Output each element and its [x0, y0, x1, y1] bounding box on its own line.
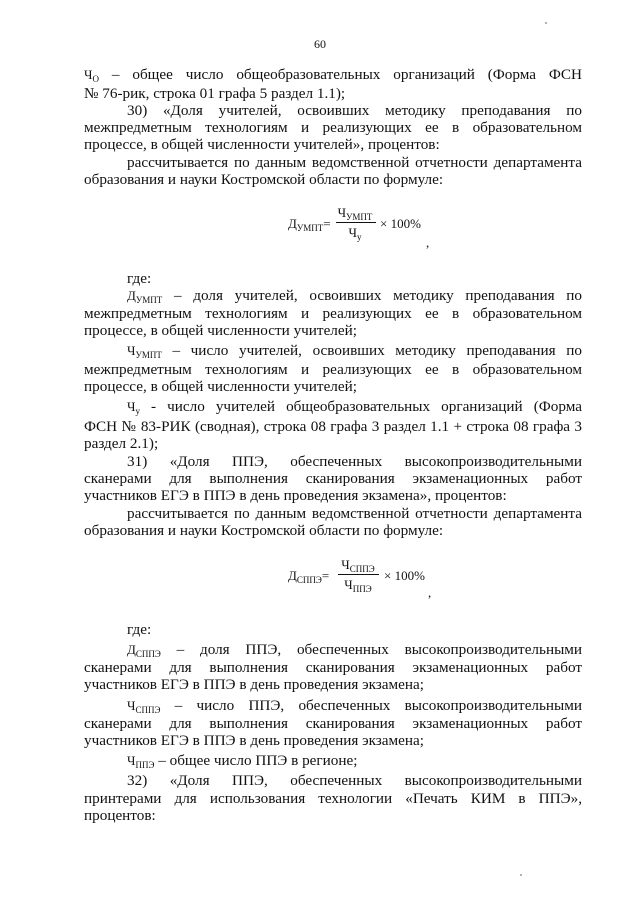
- symbol: Д: [127, 642, 136, 657]
- formula-trailing-comma: ,: [426, 235, 430, 250]
- symbol-subscript: О: [92, 74, 99, 84]
- formula-subscript: СППЭ: [349, 564, 375, 574]
- symbol-subscript: ППЭ: [135, 760, 155, 770]
- formula-multiplier: × 100%: [380, 216, 421, 231]
- line-text: - число учителей общеобразовательных организаций (Форма: [151, 398, 582, 415]
- formula-symbol: Ч: [348, 225, 357, 240]
- page-number: 60: [314, 37, 326, 51]
- symbol: Ч: [84, 67, 93, 82]
- text-line: межпредметным технологиям и реализующих ее в образовательном: [84, 119, 582, 136]
- text-line: сканерами для выполнения сканирования экзаменационных работ: [84, 715, 582, 732]
- text-line: процессе, в общей численности учителей;: [84, 378, 357, 395]
- text-line: участников ЕГЭ в ППЭ в день проведения экзамена;: [84, 732, 424, 749]
- text-line: межпредметным технологиям и реализующих ее в образовательном: [84, 361, 582, 378]
- formula-subscript: СППЭ: [296, 575, 322, 585]
- symbol-subscript: УМПТ: [135, 350, 162, 360]
- formula-denominator: [334, 226, 376, 244]
- text-line: раздел 2.1);: [84, 435, 159, 452]
- text-line: участников ЕГЭ в ППЭ в день проведения экзамена;: [84, 676, 424, 693]
- text-line: 30) «Доля учителей, освоивших методику преподавания по: [127, 102, 582, 119]
- line-text: – общее число ППЭ в регионе;: [158, 752, 358, 769]
- definition-line: [127, 752, 582, 774]
- text-line: процентов:: [84, 807, 156, 824]
- formula-subscript: у: [356, 232, 362, 242]
- symbol-subscript: у: [135, 406, 140, 416]
- line-text: – доля учителей, освоивших методику преподавания по: [173, 287, 583, 304]
- text-line: сканерами для выполнения сканирования экзаменационных работ: [84, 470, 582, 487]
- formula-subscript: ППЭ: [352, 584, 372, 594]
- formula-denominator: [336, 578, 380, 596]
- line-text: – общее число общеобразовательных организаций (Форма ФСН: [111, 66, 582, 83]
- text-line: образования и науки Костромской области по формуле:: [84, 171, 444, 188]
- symbol-subscript: УМПТ: [135, 295, 163, 305]
- scan-speck: [520, 874, 522, 876]
- text-line: процессе, в общей численности учителей;: [84, 322, 357, 339]
- formula-multiplier: × 100%: [384, 568, 425, 583]
- symbol: Ч: [127, 399, 136, 414]
- line-text: – число учителей, освоивших методику преподавания по: [172, 342, 582, 359]
- definition-line: [127, 398, 582, 420]
- formula-symbol: Ч: [344, 577, 353, 592]
- formula-symbol: Ч: [337, 205, 347, 220]
- text-line: № 76-рик, строка 01 графа 5 раздел 1.1);: [84, 85, 346, 102]
- fraction-bar: [336, 222, 376, 223]
- text-line: рассчитывается по данным ведомственной отчетности департамента: [127, 154, 582, 171]
- text-line: 32) «Доля ППЭ, обеспеченных высокопроизводительными: [127, 772, 582, 789]
- text-line: сканерами для выполнения сканирования экзаменационных работ: [84, 659, 582, 676]
- formula-lhs: [288, 569, 329, 587]
- formula-symbol: Д: [288, 568, 297, 583]
- text-line: образования и науки Костромской области по формуле:: [84, 522, 444, 539]
- symbol: Ч: [127, 753, 136, 768]
- text-line: где:: [127, 270, 152, 287]
- text-line: участников ЕГЭ в ППЭ в день проведения экзамена», процентов:: [84, 487, 507, 504]
- text-line: 31) «Доля ППЭ, обеспеченных высокопроизводительными: [127, 453, 582, 470]
- text-line: где:: [127, 621, 152, 638]
- line-text: – доля ППЭ, обеспеченных высокопроизводительными: [176, 641, 583, 658]
- formula-trailing-comma: ,: [428, 585, 432, 600]
- symbol: Ч: [127, 343, 136, 358]
- text-line: ФСН № 83-РИК (сводная), строка 08 графа 3 раздел 1.1 + строка 08 графа 3: [84, 418, 582, 435]
- text-line: рассчитывается по данным ведомственной отчетности департамента: [127, 505, 582, 522]
- formula-lhs: [288, 217, 331, 235]
- formula-symbol: Ч: [341, 557, 350, 572]
- scan-speck: [545, 22, 547, 24]
- symbol: Д: [127, 288, 136, 303]
- text-line: межпредметным технологиям и реализующих ее в образовательном: [84, 305, 582, 322]
- line-text: – число ППЭ, обеспеченных высокопроизводительными: [174, 697, 583, 714]
- formula-equals: =: [323, 216, 331, 231]
- text-line: принтерами для использования технологии «Печать КИМ в ППЭ»,: [84, 790, 582, 807]
- text-line: процессе, в общей численности учителей», процентов:: [84, 136, 440, 153]
- symbol-subscript: СППЭ: [135, 705, 161, 715]
- formula-equals: =: [321, 568, 330, 583]
- symbol: Ч: [127, 698, 136, 713]
- formula-subscript: УМПТ: [296, 223, 324, 233]
- formula-subscript: УМПТ: [346, 212, 373, 222]
- formula-symbol: Д: [288, 216, 297, 231]
- fraction-bar: [338, 574, 379, 575]
- symbol-subscript: СППЭ: [135, 649, 161, 659]
